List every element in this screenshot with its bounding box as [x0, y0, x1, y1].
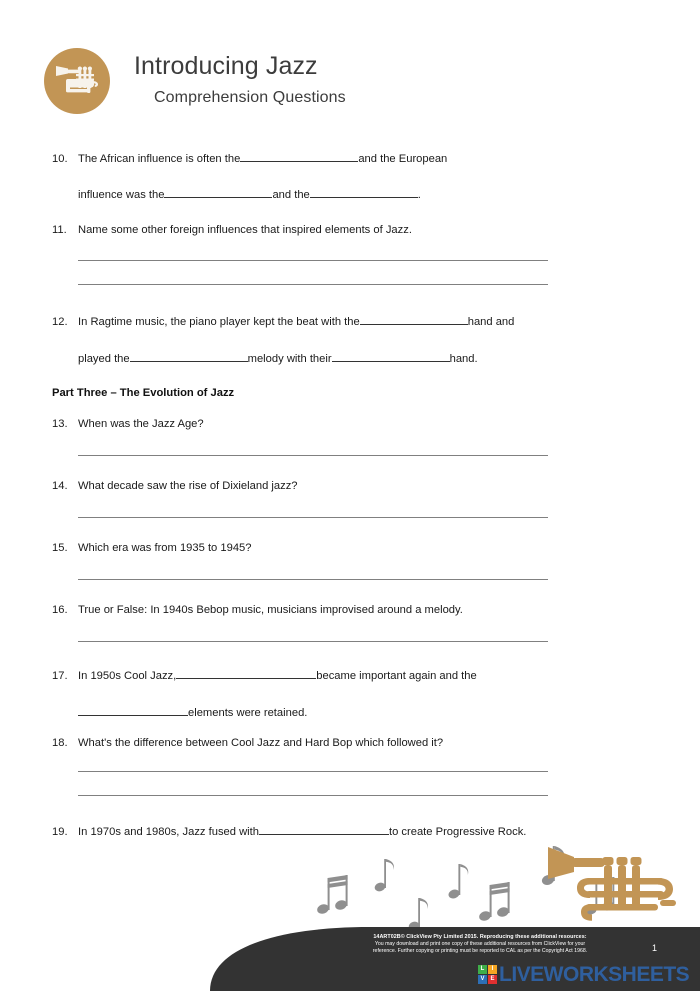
- question-text-tail: became important again and the: [316, 670, 477, 683]
- question-number: 11.: [52, 224, 67, 237]
- tile-v: V: [478, 975, 487, 984]
- question-text: and the: [272, 189, 310, 202]
- liveworksheets-wordmark: LIVEWORKSHEETS: [499, 962, 690, 986]
- question-text-tail: and the European: [358, 153, 448, 165]
- question-text: What's the difference between Cool Jazz and Hard Bop which followed it?: [78, 736, 444, 749]
- question-text: When was the Jazz Age?: [78, 417, 204, 430]
- tile-e: E: [488, 975, 497, 984]
- copyright-line-3: reference. Further copying or printing must be reported to CAL as per the Copyright Act 1968.: [372, 948, 588, 955]
- question-row: [52, 543, 652, 554]
- question-text: hand.: [449, 352, 478, 365]
- questions-container: [52, 150, 652, 838]
- question-text: Which era was from 1935 to 1945?: [78, 542, 252, 555]
- question-text: In Ragtime music, the piano player kept the beat with the: [78, 316, 360, 329]
- answer-blank[interactable]: [310, 186, 418, 198]
- question-number: 18.: [52, 736, 68, 749]
- question-text: played the: [78, 352, 130, 365]
- page-subtitle: Comprehension Questions: [154, 88, 346, 106]
- answer-blank[interactable]: [164, 186, 272, 198]
- trumpet-logo-badge: [44, 48, 110, 114]
- liveworksheets-watermark: [478, 963, 689, 985]
- answer-blank[interactable]: [130, 350, 248, 362]
- answer-line[interactable]: [78, 517, 548, 518]
- question-row: [52, 150, 652, 165]
- header-text-block: [134, 48, 346, 107]
- question-text: The African influence is often the: [78, 153, 241, 165]
- answer-line[interactable]: [78, 455, 548, 456]
- question-row: [52, 605, 652, 616]
- answer-line[interactable]: [78, 284, 548, 285]
- answer-blank[interactable]: [259, 823, 389, 835]
- answer-line[interactable]: [78, 641, 548, 642]
- answer-blank[interactable]: [78, 704, 188, 716]
- question-number: 10.: [52, 153, 68, 165]
- question-text: In 1950s Cool Jazz,: [78, 670, 177, 683]
- tile-i: I: [488, 965, 497, 974]
- question-text-tail: to create Progressive Rock.: [388, 825, 527, 838]
- page-title: Introducing Jazz: [134, 52, 318, 80]
- copyright-text: [330, 934, 630, 955]
- copyright-line-2: You may download and print one copy of these additional resources from ClickView for your: [374, 941, 586, 948]
- answer-line[interactable]: [78, 260, 548, 261]
- question-text: melody with their: [247, 352, 332, 365]
- answer-line[interactable]: [78, 771, 548, 772]
- question-row: [52, 823, 652, 838]
- tile-l: L: [478, 965, 487, 974]
- section-heading: Part Three – The Evolution of Jazz: [52, 386, 235, 399]
- page-header: [44, 48, 346, 114]
- question-text: In 1970s and 1980s, Jazz fused with: [78, 825, 259, 838]
- question-text: Name some other foreign influences that inspired elements of Jazz.: [78, 224, 412, 237]
- answer-blank[interactable]: [332, 350, 450, 362]
- question-row: [52, 313, 652, 328]
- question-number: 17.: [52, 670, 68, 683]
- question-text: .: [417, 189, 421, 202]
- question-number: 19.: [52, 825, 68, 838]
- question-continuation: [52, 704, 652, 719]
- question-continuation: [52, 350, 652, 365]
- question-row: [52, 419, 652, 430]
- answer-blank[interactable]: [240, 150, 358, 162]
- question-row: [52, 225, 652, 236]
- answer-blank[interactable]: [176, 667, 316, 679]
- answer-blank[interactable]: [360, 313, 468, 325]
- question-number: 15.: [52, 542, 68, 555]
- question-text: What decade saw the rise of Dixieland jazz?: [78, 479, 298, 492]
- question-number: 14.: [52, 479, 68, 492]
- question-number: 16.: [52, 604, 68, 617]
- question-row: [52, 481, 652, 492]
- question-number: 13.: [52, 417, 68, 430]
- answer-line[interactable]: [78, 579, 548, 580]
- answer-line[interactable]: [78, 795, 548, 796]
- copyright-line-1: 14ART02B© ClickView Pty Limited 2015. Reproducing these additional resources:: [373, 934, 587, 940]
- question-row: [52, 667, 652, 682]
- page-number: 1: [652, 943, 658, 953]
- question-text: influence was the: [78, 189, 165, 202]
- question-row: [52, 738, 652, 749]
- question-text: elements were retained.: [188, 706, 308, 719]
- question-text-tail: hand and: [467, 316, 515, 329]
- question-text: True or False: In 1940s Bebop music, musicians improvised around a melody.: [78, 604, 463, 617]
- liveworksheets-tiles: [478, 965, 497, 984]
- question-continuation: [52, 186, 652, 201]
- trumpet-icon: [54, 61, 100, 101]
- question-number: 12.: [52, 316, 68, 329]
